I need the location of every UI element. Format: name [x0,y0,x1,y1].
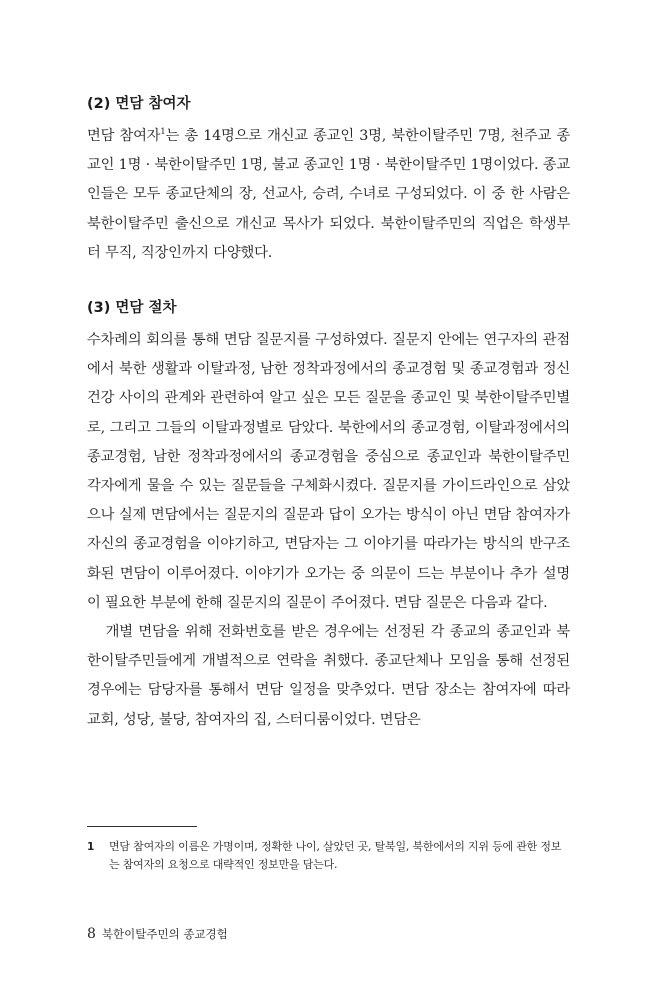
footnote-text: 면담 참여자의 이름은 가명이며, 정확한 나이, 살았던 곳, 탈북일, 북한에서의 지위 등에 관한 정보는 참여자의 요청으로 대략적인 정보만을 담는다. [109,840,562,871]
footnote-reference[interactable]: 1 [160,127,166,138]
section-spacer [87,268,570,298]
footnote-divider [87,826,197,827]
page-body [87,94,570,735]
paragraph-participants [87,122,570,268]
paragraph-procedure-1: 수차례의 회의를 통해 면담 질문지를 구성하였다. 질문지 안에는 연구자의 관점에서 북한 생활과 이탈과정, 남한 정착과정에서의 종교경험 및 종교경험과 정신건강 사이의 관계와 관련하여 알고 싶은 모든 질문을 종교인 및 북한이탈주민별로, 그리고 그들의 이탈과정별로 담았다. 북한에서의 종교경험, 이탈과정에서의 종교경험, 남한 정착과정에서의 종교경험을 중심으로 종교인과 북한이탈주민 각자에게 물을 수 있는 질문들을 구체화시켰다. 질문지를 가이드라인으로 삼았으나 실제 면담에서는 질문지의 질문과 답이 오가는 방식이 아닌 면담 참여자가 자신의 종교경험을 이야기하고, 면담자는 그 이야기를 따라가는 방식의 반구조화된 면담이 이루어졌다. 이야기가 오가는 중 의문이 드는 부분이나 추가 설명이 필요한 부분에 한해 질문지의 질문이 주어졌다. 면담 질문은 다음과 같다. [87,332,570,611]
paragraph-participants-start: 면담 참여자 [87,128,161,144]
page-footer [87,926,228,942]
page-number: 8 [87,926,96,942]
paragraph-procedure-2: 개별 면담을 위해 전화번호를 받은 경우에는 선정된 각 종교의 종교인과 북한이탈주민들에게 개별적으로 연락을 취했다. 종교단체나 모임을 통해 선정된 경우에는 담당자를 통해서 면담 일정을 맞추었다. 면담 장소는 참여자에 따라 교회, 성당, 불당, 참여자의 집, 스터디룸이었다. 면담은 [87,624,570,728]
section-heading-participants: (2) 면담 참여자 [87,96,191,112]
running-title: 북한이탈주민의 종교경험 [101,927,228,941]
section-heading-procedure: (3) 면담 절차 [87,300,177,317]
paragraph-participants-rest: 는 총 14명으로 개신교 종교인 3명, 북한이탈주민 7명, 천주교 종교인 1명 · 북한이탈주민 1명, 불교 종교인 1명 · 북한이탈주민 1명이었다. 종교인들은 모두 종교단체의 장, 선교사, 승려, 수녀로 구성되었다. 이 중 한 사람은 북한이탈주민 출신으로 개신교 목사가 되었다. 북한이탈주민의 직업은 학생부터 무직, 직장인까지 다양했다. [87,128,570,261]
footnote-number: 1 [87,841,95,853]
footnote [87,838,570,874]
